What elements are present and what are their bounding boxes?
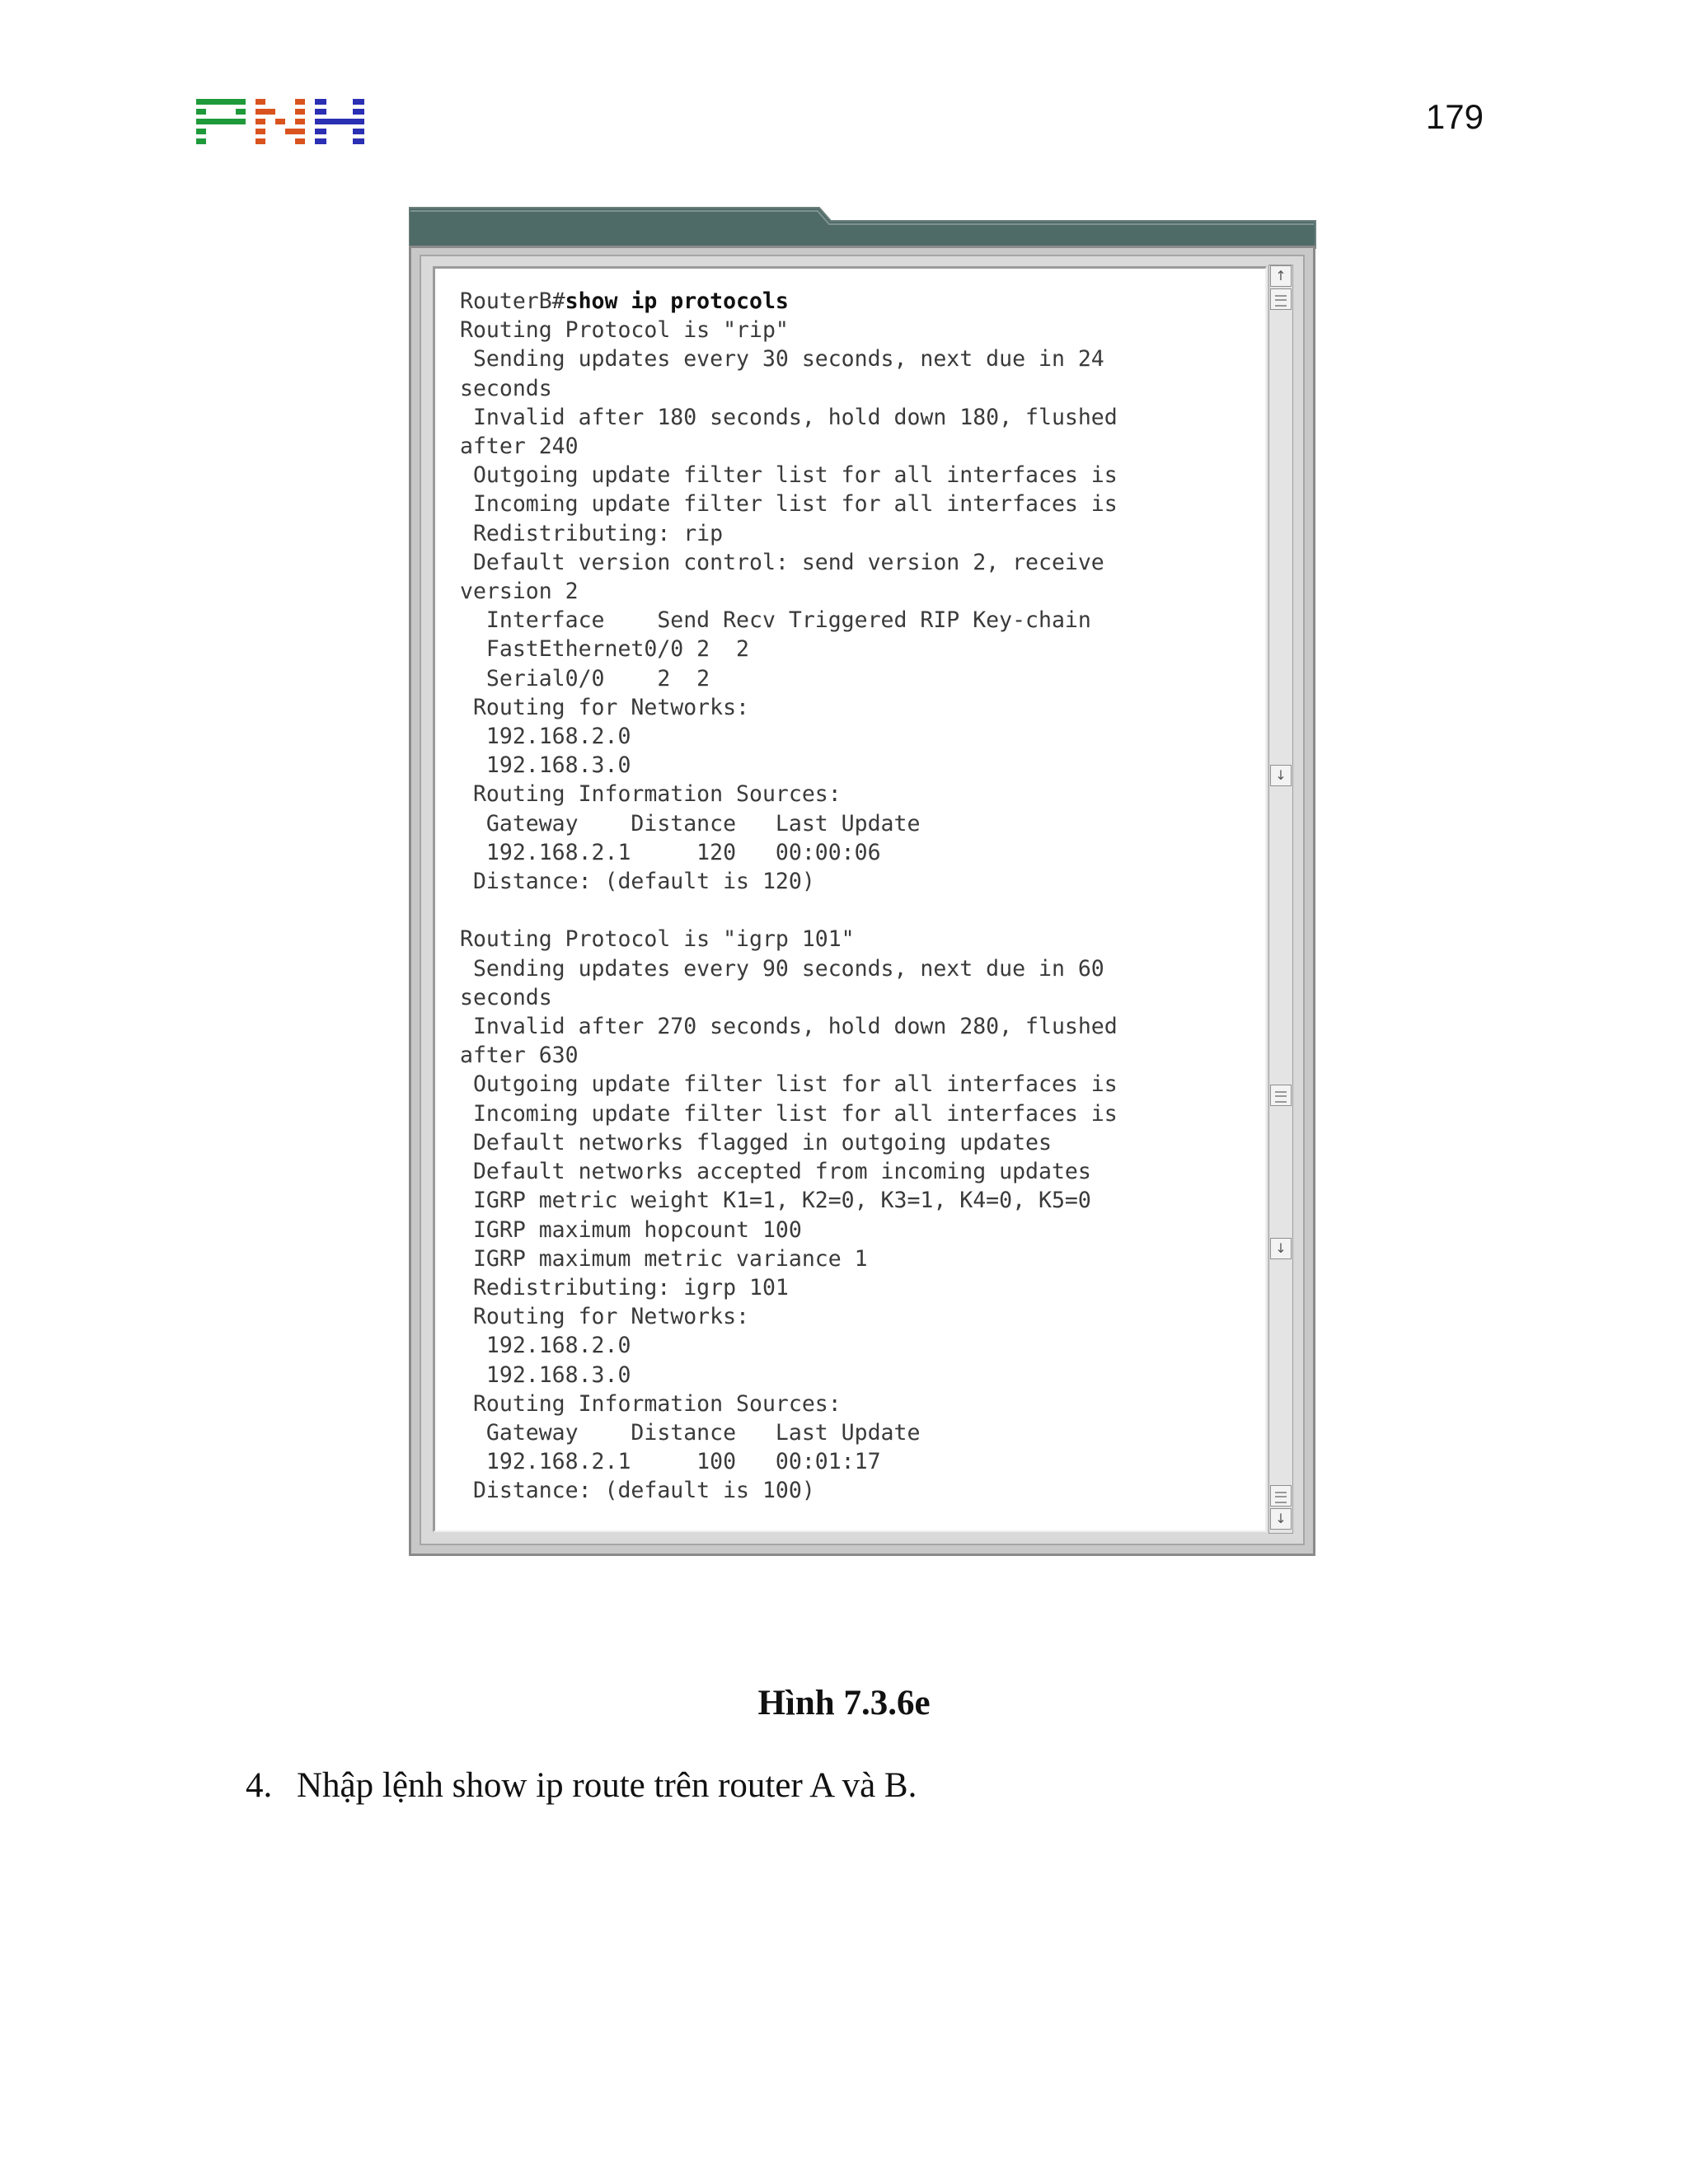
terminal-line: IGRP metric weight K1=1, K2=0, K3=1, K4=0, K5=0 xyxy=(460,1188,1091,1214)
scroll-down-arrow-icon[interactable]: ↓ xyxy=(1270,765,1292,786)
terminal-line: Invalid after 180 seconds, hold down 180, flushed xyxy=(460,404,1118,430)
terminal-line: 192.168.2.0 xyxy=(460,1333,631,1359)
scroll-up-arrow-icon[interactable]: ↑ xyxy=(1270,265,1292,287)
step-number: 4. xyxy=(246,1766,273,1805)
terminal-line: 192.168.2.1 100 00:01:17 xyxy=(460,1449,881,1475)
window-frame xyxy=(409,246,1315,1556)
terminal-line: after 630 xyxy=(460,1043,579,1069)
terminal-line: Incoming update filter list for all interfaces is xyxy=(460,1100,1118,1127)
pnh-logo xyxy=(196,99,366,148)
terminal-screen[interactable] xyxy=(433,266,1267,1532)
terminal-line: Routing for Networks: xyxy=(460,1304,749,1330)
terminal-line: Distance: (default is 120) xyxy=(460,869,815,895)
terminal-line: Routing Information Sources: xyxy=(460,1390,842,1417)
terminal-line: Outgoing update filter list for all interfaces is xyxy=(460,1071,1118,1098)
terminal-line: Sending updates every 90 seconds, next due in 60 xyxy=(460,955,1104,982)
step-text: Nhập lệnh show ip route trên router A và B. xyxy=(297,1766,917,1805)
terminal-line: Serial0/0 2 2 xyxy=(460,665,710,691)
terminal-line: Redistributing: rip xyxy=(460,520,724,546)
terminal-line: Gateway Distance Last Update xyxy=(460,1419,921,1446)
terminal-command: show ip protocols xyxy=(565,288,789,314)
terminal-output xyxy=(460,287,1257,1506)
terminal-line: Routing for Networks: xyxy=(460,694,749,720)
terminal-line: seconds xyxy=(460,375,552,401)
terminal-line: version 2 xyxy=(460,579,579,605)
terminal-line: Redistributing: igrp 101 xyxy=(460,1274,789,1301)
vertical-scrollbar[interactable] xyxy=(1268,265,1293,1534)
terminal-line: Invalid after 270 seconds, hold down 280, flushed xyxy=(460,1014,1118,1040)
terminal-line: Incoming update filter list for all interfaces is xyxy=(460,491,1118,518)
terminal-line: 192.168.2.1 120 00:00:06 xyxy=(460,839,881,865)
terminal-line: Routing Protocol is "igrp 101" xyxy=(460,926,855,953)
scroll-thumb-grip-icon[interactable] xyxy=(1270,288,1292,310)
terminal-line: 192.168.3.0 xyxy=(460,752,631,779)
terminal-prompt: RouterB# xyxy=(460,288,565,314)
terminal-line: Distance: (default is 100) xyxy=(460,1478,815,1504)
terminal-line: Sending updates every 30 seconds, next due in 24 xyxy=(460,346,1104,373)
terminal-window xyxy=(409,206,1319,1558)
window-inner-frame xyxy=(420,255,1305,1545)
terminal-output-lines xyxy=(460,317,1118,1503)
terminal-line: IGRP maximum hopcount 100 xyxy=(460,1216,802,1243)
page-number: 179 xyxy=(1425,97,1484,136)
terminal-line: Routing Protocol is "rip" xyxy=(460,317,789,344)
terminal-line: 192.168.3.0 xyxy=(460,1361,631,1388)
terminal-line: Default networks flagged in outgoing updates xyxy=(460,1129,1052,1155)
window-title-bar xyxy=(409,206,1319,249)
scroll-down-arrow-icon[interactable]: ↓ xyxy=(1270,1238,1292,1259)
terminal-line: FastEthernet0/0 2 2 xyxy=(460,636,749,663)
terminal-line: after 240 xyxy=(460,434,579,460)
terminal-line: 192.168.2.0 xyxy=(460,724,631,750)
scroll-thumb-grip-icon[interactable] xyxy=(1270,1085,1292,1106)
scroll-thumb-grip-icon[interactable] xyxy=(1270,1485,1292,1507)
scroll-down-arrow-icon[interactable]: ↓ xyxy=(1270,1508,1292,1530)
terminal-line: Interface Send Recv Triggered RIP Key-chain xyxy=(460,607,1091,634)
terminal-line: seconds xyxy=(460,984,552,1010)
step-instruction xyxy=(246,1765,917,1806)
figure-caption: Hình 7.3.6e xyxy=(757,1684,931,1722)
terminal-line: Default version control: send version 2, receive xyxy=(460,549,1104,575)
terminal-line: IGRP maximum metric variance 1 xyxy=(460,1245,868,1272)
terminal-line: Outgoing update filter list for all interfaces is xyxy=(460,462,1118,489)
terminal-line: Routing Information Sources: xyxy=(460,781,842,808)
terminal-line: Default networks accepted from incoming updates xyxy=(460,1159,1091,1185)
terminal-line: Gateway Distance Last Update xyxy=(460,810,921,837)
